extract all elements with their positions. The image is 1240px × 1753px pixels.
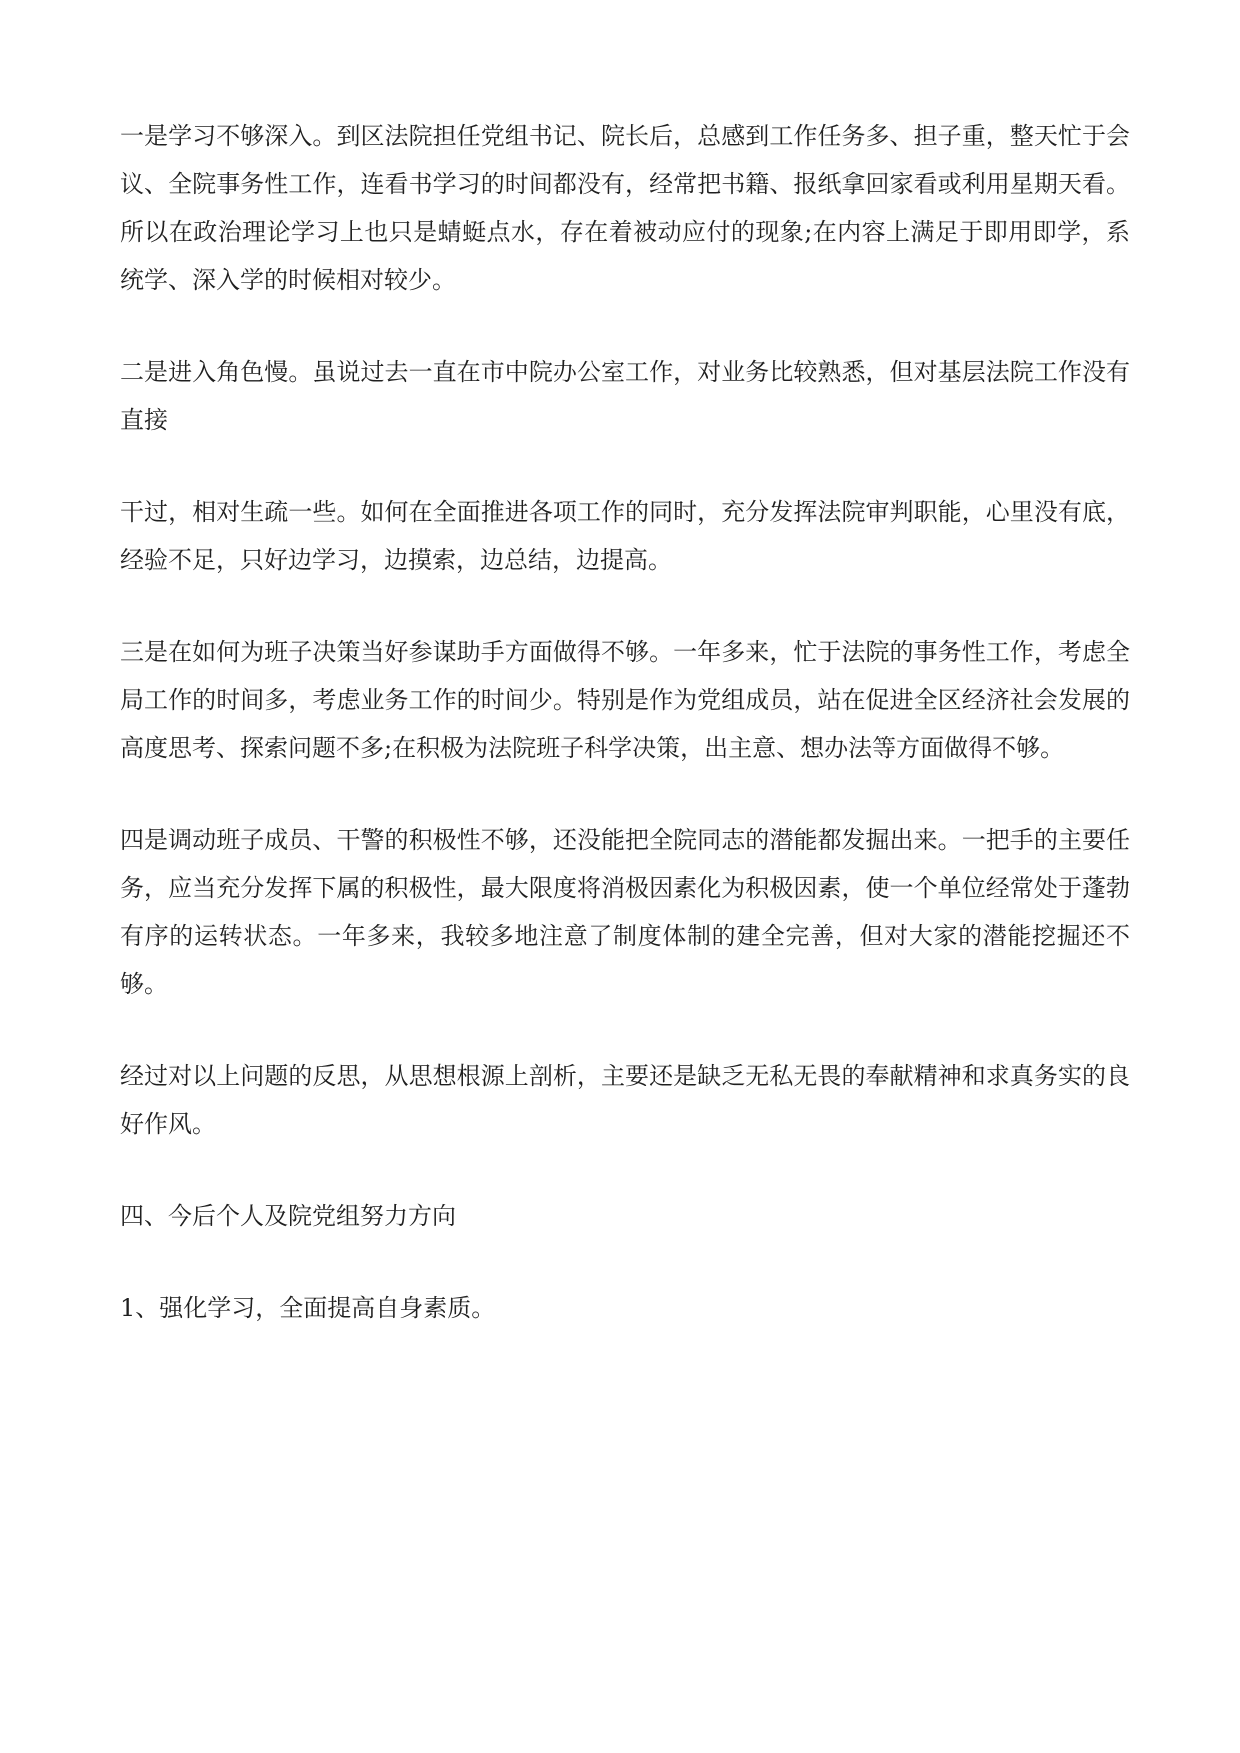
list-item-1: 1、强化学习，全面提高自身素质。 xyxy=(120,1294,496,1322)
paragraph-reflection: 经过对以上问题的反思，从思想根源上剖析，主要还是缺乏无私无畏的奉献精神和求真务实的良好作风。 xyxy=(120,1062,1130,1138)
document-body xyxy=(120,112,1130,1376)
paragraph-study: 一是学习不够深入。到区法院担任党组书记、院长后，总感到工作任务多、担子重，整天忙于会议、全院事务性工作，连看书学习的时间都没有，经常把书籍、报纸拿回家看或利用星期天看。所以在政治理论学习上也只是蜻蜓点水，存在着被动应付的现象;在内容上满足于即用即学，系统学、深入学的时候相对较少。 xyxy=(120,122,1130,294)
paragraph-motivation: 四是调动班子成员、干警的积极性不够，还没能把全院同志的潜能都发掘出来。一把手的主要任务，应当充分发挥下属的积极性，最大限度将消极因素化为积极因素，使一个单位经常处于蓬勃有序的运转状态。一年多来，我较多地注意了制度体制的建全完善，但对大家的潜能挖掘还不够。 xyxy=(120,826,1130,998)
section-heading: 四、今后个人及院党组努力方向 xyxy=(120,1202,456,1230)
paragraph-role-continued: 干过，相对生疏一些。如何在全面推进各项工作的同时，充分发挥法院审判职能，心里没有底，经验不足，只好边学习，边摸索，边总结，边提高。 xyxy=(120,498,1130,574)
paragraph-role: 二是进入角色慢。虽说过去一直在市中院办公室工作，对业务比较熟悉，但对基层法院工作没有直接 xyxy=(120,358,1130,434)
paragraph-advisor: 三是在如何为班子决策当好参谋助手方面做得不够。一年多来，忙于法院的事务性工作，考虑全局工作的时间多，考虑业务工作的时间少。特别是作为党组成员，站在促进全区经济社会发展的高度思考、探索问题不多;在积极为法院班子科学决策，出主意、想办法等方面做得不够。 xyxy=(120,638,1130,762)
